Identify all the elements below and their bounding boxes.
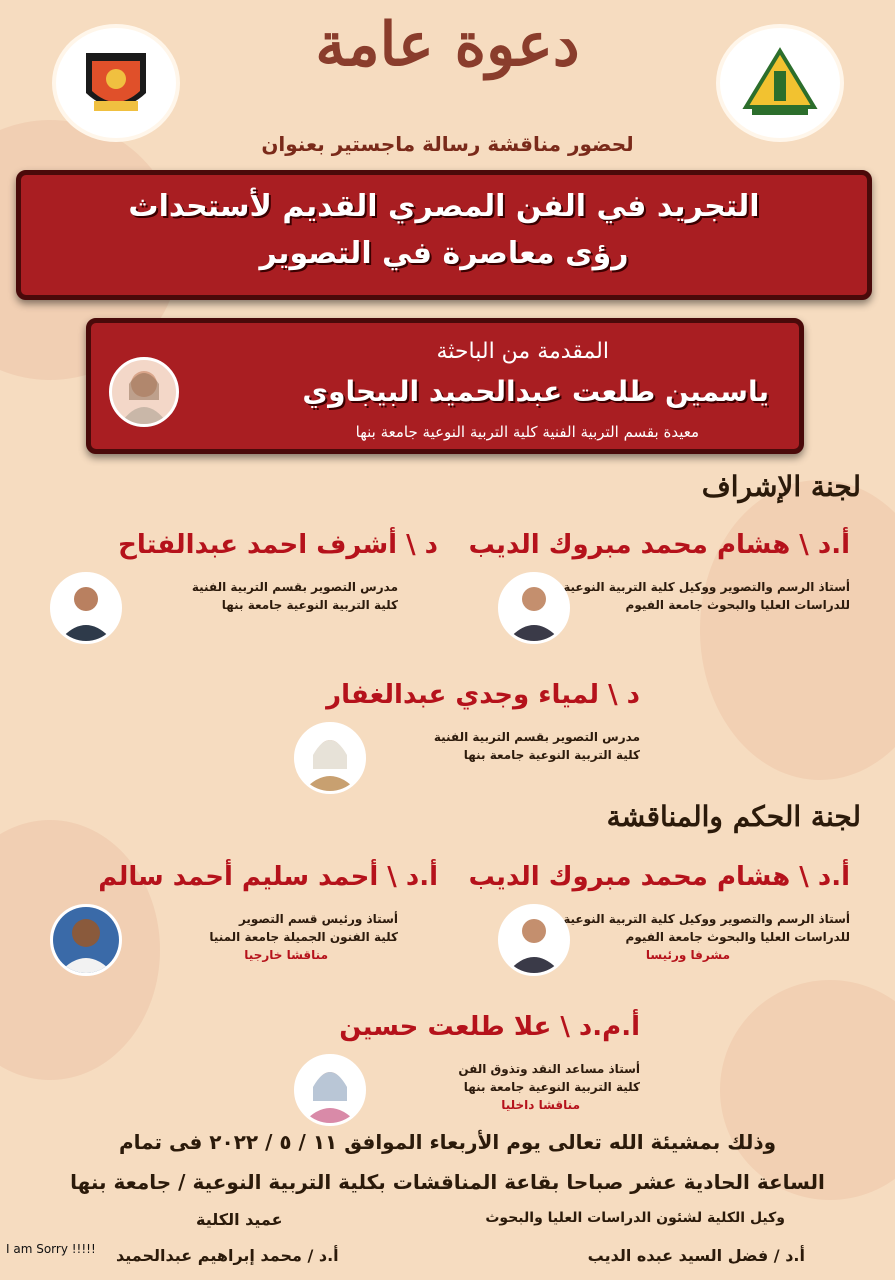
member-affiliation: للدراسات العليا والبحوث جامعة الفيوم [625,598,850,612]
member-title: أستاذ الرسم والتصوير ووكيل كلية التربية النوعية [563,580,850,594]
supervision-title: لجنة الإشراف [701,470,861,503]
researcher-photo [109,357,179,427]
person-icon [501,575,567,641]
member-name: د \ أشرف احمد عبدالفتاح [118,530,438,560]
member-photo [294,722,366,794]
event-date-line: وذلك بمشيئة الله تعالى يوم الأربعاء الموافق ١١ / ٥ / ٢٠٢٢ فى تمام [118,1130,777,1154]
member-role: مشرفا ورئيسا [645,948,730,962]
member-photo [50,904,122,976]
member-affiliation: كلية الفنون الجميلة جامعة المنيا [209,930,398,944]
member-title: أستاذ الرسم والتصوير ووكيل كلية التربية النوعية [563,912,850,926]
event-venue-line: الساعة الحادية عشر صباحا بقاعة المناقشات بكلية التربية النوعية / جامعة بنها [70,1170,825,1194]
committee-member-1 [460,862,850,1012]
member-affiliation: كلية التربية النوعية جامعة بنها [463,1080,640,1094]
background-decoration [720,980,895,1200]
dean-title: عميد الكلية [196,1210,283,1229]
member-photo [498,572,570,644]
member-affiliation: كلية التربية النوعية جامعة بنها [221,598,398,612]
member-title: أستاذ ورئيس قسم التصوير [238,912,398,926]
person-icon [112,360,176,424]
supervisor-2 [48,530,438,680]
member-affiliation: للدراسات العليا والبحوث جامعة الفيوم [625,930,850,944]
corner-note: I am Sorry !!!!! [6,1242,96,1256]
member-photo [498,904,570,976]
member-name: أ.د \ هشام محمد مبروك الديب [468,862,850,892]
member-title: مدرس التصوير بقسم التربية الفنية [433,730,640,744]
vice-dean-title: وكيل الكلية لشئون الدراسات العليا والبحوث [485,1210,785,1226]
member-affiliation: كلية التربية النوعية جامعة بنها [463,748,640,762]
person-icon [53,907,119,973]
vice-dean-name: أ.د / فضل السيد عبده الديب [587,1246,805,1265]
supervisor-1 [460,530,850,680]
committee-member-2 [48,862,438,1012]
invitation-title: دعوة عامة [315,10,580,80]
member-name: أ.د \ أحمد سليم أحمد سالم [98,862,438,892]
person-icon [297,1057,363,1123]
person-icon [501,907,567,973]
committee-title: لجنة الحكم والمناقشة [606,800,861,833]
person-icon [297,725,363,791]
researcher-role: معيدة بقسم التربية الفنية كلية التربية النوعية جامعة بنها [355,423,699,441]
member-role: مناقشا داخليا [501,1098,580,1112]
invitation-subtitle: لحضور مناقشة رسالة ماجستير بعنوان [261,132,634,156]
member-title: مدرس التصوير بقسم التربية الفنية [191,580,398,594]
member-name: أ.د \ هشام محمد مبروك الديب [468,530,850,560]
researcher-label: المقدمة من الباحثة [436,339,609,364]
member-photo [50,572,122,644]
researcher-banner [86,318,804,454]
dean-name: أ.د / محمد إبراهيم عبدالحميد [116,1246,339,1265]
member-name: أ.م.د \ علا طلعت حسين [339,1012,640,1042]
supervisor-3 [250,680,640,830]
person-icon [53,575,119,641]
thesis-banner [16,170,872,300]
thesis-title-line1: التجريد في الفن المصري القديم لأستحداث [128,189,760,224]
member-role: مناقشا خارجيا [244,948,328,962]
member-photo [294,1054,366,1126]
researcher-name: ياسمين طلعت عبدالحميد البيجاوي [302,375,769,408]
thesis-title-line2: رؤى معاصرة في التصوير [259,236,629,271]
member-title: أستاذ مساعد النقد وتذوق الفن [458,1062,640,1076]
member-name: د \ لمياء وجدي عبدالغفار [326,680,640,710]
